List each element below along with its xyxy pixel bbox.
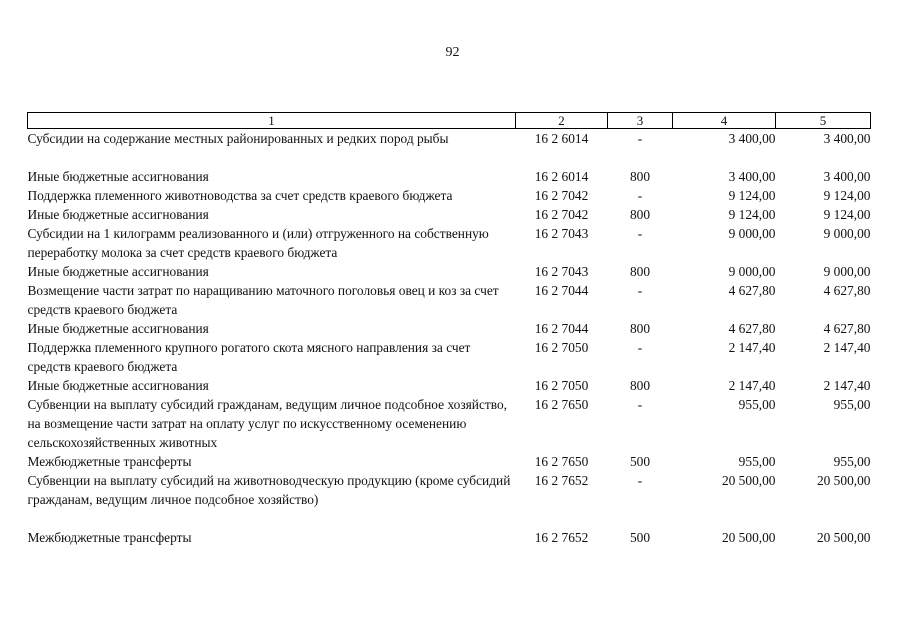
budget-table xyxy=(27,112,871,547)
table-row xyxy=(28,167,871,186)
row-code: 16 2 7650 xyxy=(534,454,589,469)
row-code: 16 2 7650 xyxy=(534,397,589,412)
table-row xyxy=(28,338,871,376)
row-code: 16 2 7050 xyxy=(534,340,589,355)
row-name: Поддержка племенного крупного рогатого скота мясного направления за счет средств краевого бюджета xyxy=(27,340,471,374)
row-amount-4: 2 147,40 xyxy=(728,378,776,393)
row-amount-4: 9 124,00 xyxy=(728,188,776,203)
row-name: Иные бюджетные ассигнования xyxy=(27,264,209,279)
row-amount-4: 9 000,00 xyxy=(728,264,776,279)
row-amount-5: 9 124,00 xyxy=(823,207,871,222)
row-amount-4: 9 124,00 xyxy=(728,207,776,222)
row-code: 16 2 7043 xyxy=(534,226,589,241)
row-type: - xyxy=(637,473,643,488)
row-amount-5: 955,00 xyxy=(833,397,871,412)
row-name: Субсидии на содержание местных районированных и редких пород рыбы xyxy=(27,131,449,146)
row-amount-4: 9 000,00 xyxy=(728,226,776,241)
row-type: - xyxy=(637,340,643,355)
row-name: Иные бюджетные ассигнования xyxy=(27,321,209,336)
table-row xyxy=(28,376,871,395)
row-amount-5: 9 000,00 xyxy=(823,226,871,241)
table-row xyxy=(28,262,871,281)
row-type: - xyxy=(637,188,643,203)
row-code: 16 2 6014 xyxy=(534,169,589,184)
row-code: 16 2 7652 xyxy=(534,473,589,488)
page-number: 92 xyxy=(445,45,460,60)
row-amount-5: 20 500,00 xyxy=(816,530,871,545)
row-name: Субсидии на 1 килограмм реализованного и (или) отгруженного на собственную переработку молока за счет средств краевого бюджета xyxy=(27,226,489,260)
table-row xyxy=(28,186,871,205)
row-amount-5: 2 147,40 xyxy=(823,340,871,355)
row-name: Возмещение части затрат по наращиванию маточного поголовья овец и коз за счет средств краевого бюджета xyxy=(27,283,499,317)
row-code: 16 2 7050 xyxy=(534,378,589,393)
table-row xyxy=(28,129,871,168)
header-col-1: 1 xyxy=(28,113,516,129)
row-code: 16 2 7044 xyxy=(534,321,589,336)
table-row xyxy=(28,471,871,528)
row-name: Межбюджетные трансферты xyxy=(27,530,192,545)
header-col-3: 3 xyxy=(608,113,673,129)
row-amount-5: 4 627,80 xyxy=(823,283,871,298)
row-amount-4: 3 400,00 xyxy=(728,169,776,184)
row-code: 16 2 7044 xyxy=(534,283,589,298)
header-col-4: 4 xyxy=(673,113,776,129)
row-type: 800 xyxy=(629,321,651,336)
row-name: Поддержка племенного животноводства за счет средств краевого бюджета xyxy=(27,188,453,203)
row-name: Иные бюджетные ассигнования xyxy=(27,169,209,184)
row-amount-5: 9 000,00 xyxy=(823,264,871,279)
row-amount-4: 955,00 xyxy=(738,454,776,469)
row-type: - xyxy=(637,131,643,146)
row-name: Иные бюджетные ассигнования xyxy=(27,207,209,222)
row-amount-5: 955,00 xyxy=(833,454,871,469)
row-code: 16 2 7042 xyxy=(534,188,589,203)
row-type: - xyxy=(637,397,643,412)
row-name: Субвенции на выплату субсидий гражданам, ведущим личное подсобное хозяйство, на возмещение части затрат на оплату услуг по искусственному осеменению сельскохозяйственных животных xyxy=(27,397,508,450)
row-amount-4: 4 627,80 xyxy=(728,283,776,298)
row-amount-5: 2 147,40 xyxy=(823,378,871,393)
table-row xyxy=(28,205,871,224)
row-code: 16 2 7043 xyxy=(534,264,589,279)
header-col-5: 5 xyxy=(776,113,871,129)
row-code: 16 2 7652 xyxy=(534,530,589,545)
header-col-2: 2 xyxy=(516,113,608,129)
table-row xyxy=(28,281,871,319)
row-amount-5: 9 124,00 xyxy=(823,188,871,203)
row-type: 800 xyxy=(629,169,651,184)
row-name: Субвенции на выплату субсидий на животноводческую продукцию (кроме субсидий гражданам, ведущим личное подсобное хозяйство) xyxy=(27,473,511,507)
row-type: 800 xyxy=(629,207,651,222)
table-row xyxy=(28,528,871,547)
row-amount-5: 3 400,00 xyxy=(823,169,871,184)
row-type: 800 xyxy=(629,378,651,393)
row-amount-4: 2 147,40 xyxy=(728,340,776,355)
row-amount-4: 20 500,00 xyxy=(721,473,776,488)
row-name: Межбюджетные трансферты xyxy=(27,454,192,469)
table-row xyxy=(28,452,871,471)
row-code: 16 2 6014 xyxy=(534,131,589,146)
row-amount-5: 4 627,80 xyxy=(823,321,871,336)
row-type: - xyxy=(637,283,643,298)
row-type: 500 xyxy=(629,530,651,545)
row-amount-4: 955,00 xyxy=(738,397,776,412)
table-row xyxy=(28,395,871,452)
table-header-row xyxy=(28,113,871,129)
table-row xyxy=(28,319,871,338)
row-amount-4: 4 627,80 xyxy=(728,321,776,336)
row-amount-4: 3 400,00 xyxy=(728,131,776,146)
row-amount-5: 20 500,00 xyxy=(816,473,871,488)
row-type: - xyxy=(637,226,643,241)
row-name: Иные бюджетные ассигнования xyxy=(27,378,209,393)
row-type: 500 xyxy=(629,454,651,469)
row-amount-5: 3 400,00 xyxy=(823,131,871,146)
table-row xyxy=(28,224,871,262)
row-code: 16 2 7042 xyxy=(534,207,589,222)
row-type: 800 xyxy=(629,264,651,279)
row-amount-4: 20 500,00 xyxy=(721,530,776,545)
